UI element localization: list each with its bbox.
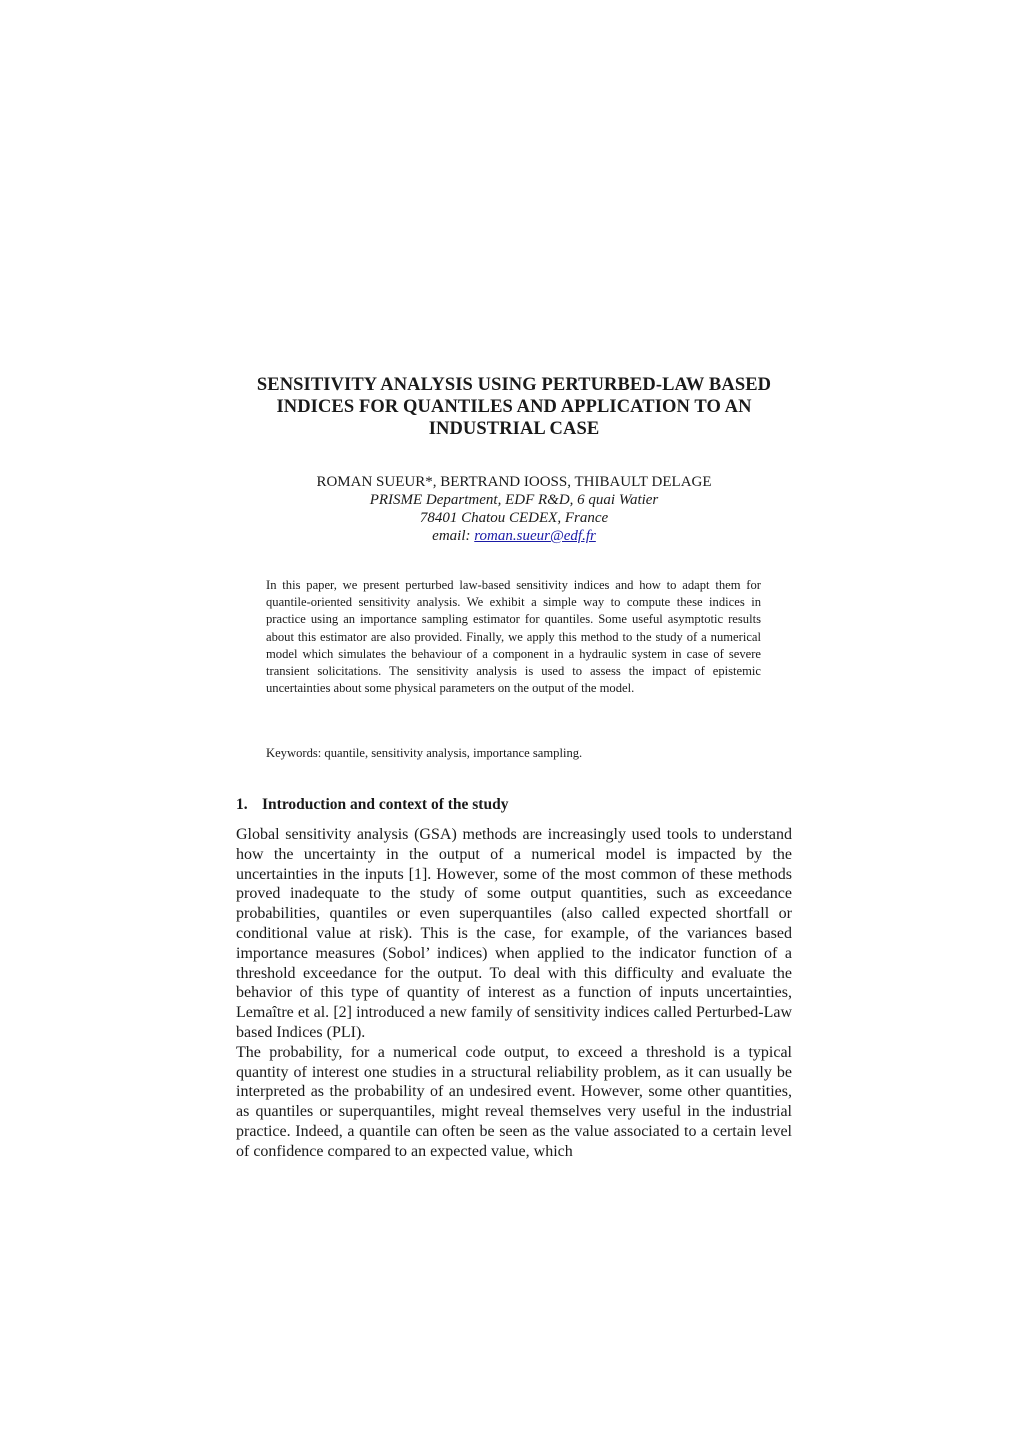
section-number: 1. xyxy=(236,796,248,813)
affiliation-line: PRISME Department, EDF R&D, 6 quai Watier xyxy=(369,492,659,508)
section-title: Introduction and context of the study xyxy=(262,796,509,813)
keywords: Keywords: quantile, sensitivity analysis, importance sampling. xyxy=(266,746,583,760)
abstract: In this paper, we present perturbed law-based sensitivity indices and how to adapt them for quantile-oriented sensitivity analysis. We exhibit a simple way to compute these indices in practice using an importance sampling estimator for quantiles. Some useful asymptotic results about this estimator are also provided. Finally, we apply this method to the study of a numerical model which simulates the behaviour of a component in a hydraulic system in case of severe transient solicitations. The sensitivity analysis is used to assess the impact of epistemic uncertainties about some physical parameters on the output of the model. xyxy=(266,578,761,696)
email-link[interactable]: roman.sueur@edf.fr xyxy=(474,528,596,544)
section-heading xyxy=(236,795,792,814)
email-label: email: xyxy=(432,528,475,544)
title-line: SENSITIVITY ANALYSIS USING PERTURBED-LAW BASED xyxy=(256,375,772,395)
section-body xyxy=(236,825,792,1162)
title-line: INDICES FOR QUANTILES AND APPLICATION TO AN xyxy=(276,397,752,417)
body-paragraph: The probability, for a numerical code output, to exceed a threshold is a typical quantity of interest one studies in a structural reliability problem, as it can usually be interpreted as the probability of an undesired event. However, some other quantities, as quantiles or superquantiles, might reveal themselves very useful in the industrial practice. Indeed, a quantile can often be seen as the value associated to a certain level of confidence compared to an expected value, which xyxy=(236,1043,792,1160)
email-line xyxy=(236,527,792,545)
body-paragraph: Global sensitivity analysis (GSA) methods are increasingly used tools to understand how the uncertainty in the output of a numerical model is impacted by the uncertainties in the inputs [1]. However, some of the most common of these methods proved inadequate to the study of some output quantities, such as exceedance probabilities, quantiles or even superquantiles (also called expected shortfall or conditional value at risk). This is the case, for example, of the variances based importance measures (Sobol’ indices) when applied to the indicator function of a threshold exceedance for the output. To deal with this difficulty and evaluate the behavior of this type of quantity of interest as a function of inputs uncertainties, Lemaître et al. [2] introduced a new family of sensitivity indices called Perturbed-Law based Indices (PLI). xyxy=(236,826,792,1041)
title-line: INDUSTRIAL CASE xyxy=(428,419,600,439)
paper-title xyxy=(236,374,792,440)
author-block xyxy=(236,473,792,545)
address-line: 78401 Chatou CEDEX, France xyxy=(419,510,609,526)
author-names: ROMAN SUEUR*, BERTRAND IOOSS, THIBAULT DELAGE xyxy=(316,474,712,490)
